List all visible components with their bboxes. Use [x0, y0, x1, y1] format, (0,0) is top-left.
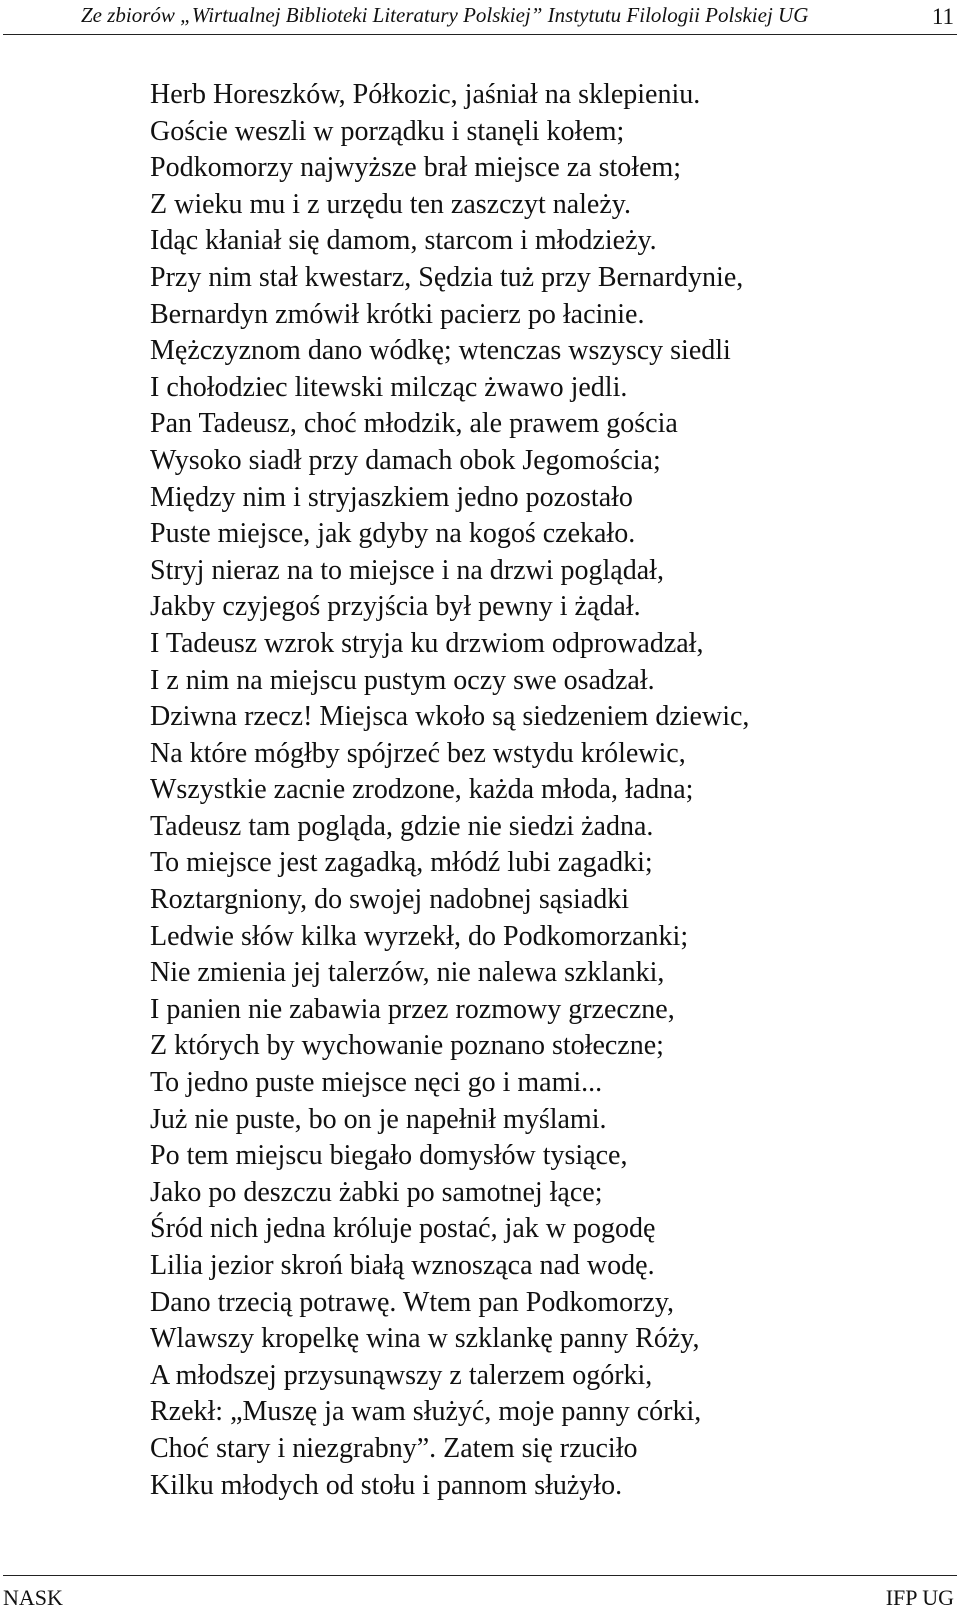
poem-line: Idąc kłaniał się damom, starcom i młodzieży.	[150, 225, 657, 257]
poem-line: I Tadeusz wzrok stryja ku drzwiom odprowadzał,	[150, 627, 704, 659]
poem-line: Już nie puste, bo on je napełnił myślami.	[150, 1103, 607, 1135]
poem-line: Rzekł: „Muszę ja wam służyć, moje panny córki,	[150, 1396, 702, 1428]
poem-line: Nie zmienia jej talerzów, nie nalewa szklanki,	[150, 957, 665, 989]
poem-line: Ledwie słów kilka wyrzekł, do Podkomorzanki;	[150, 920, 689, 952]
poem-line: Stryj nieraz na to miejsce i na drzwi poglądał,	[150, 554, 664, 586]
poem-line: A młodszej przysunąwszy z talerzem ogórki,	[150, 1359, 653, 1391]
poem-line: Wysoko siadł przy damach obok Jegomościa;	[150, 444, 661, 476]
poem-line: Bernardyn zmówił krótki pacierz po łacinie.	[150, 298, 645, 330]
poem-line: Między nim i stryjaszkiem jedno pozostało	[150, 481, 633, 513]
poem-line: Roztargniony, do swojej nadobnej sąsiadki	[150, 884, 630, 916]
poem-line: Tadeusz tam pogląda, gdzie nie siedzi żadna.	[150, 810, 654, 842]
poem-line: Wszystkie zacnie zrodzone, każda młoda, ładna;	[150, 774, 694, 806]
poem-line: Pan Tadeusz, choć młodzik, ale prawem gościa	[150, 408, 678, 440]
poem-line: Z których by wychowanie poznano stołeczne;	[150, 1030, 664, 1062]
poem-line: I z nim na miejscu pustym oczy swe osadzał.	[150, 664, 655, 696]
footer-institute: IFP UG	[885, 1585, 954, 1610]
poem-line: Wlawszy kropelkę wina w szklankę panny Róży,	[150, 1323, 700, 1355]
poem-line: Z wieku mu i z urzędu ten zaszczyt należy.	[150, 188, 631, 220]
header-title: Ze zbiorów „Wirtualnej Biblioteki Literatury Polskiej” Instytutu Filologii Polskiej UG	[81, 3, 809, 27]
poem-line: Przy nim stał kwestarz, Sędzia tuż przy Bernardynie,	[150, 261, 744, 293]
poem-line: Choć stary i niezgrabny”. Zatem się rzuciło	[150, 1432, 638, 1464]
poem-line: Jako po deszczu żabki po samotnej łące;	[150, 1176, 603, 1208]
poem-line: To miejsce jest zagadką, młódź lubi zagadki;	[150, 847, 653, 879]
page-number: 11	[931, 4, 954, 29]
poem-line: Dano trzecią potrawę. Wtem pan Podkomorzy,	[150, 1286, 675, 1318]
poem-line: Puste miejsce, jak gdyby na kogoś czekało.	[150, 518, 636, 550]
poem-line: Kilku młodych od stołu i pannom służyło.	[150, 1469, 623, 1501]
page-header	[3, 0, 957, 35]
poem-line: Herb Horeszków, Półkozic, jaśniał na sklepieniu.	[150, 79, 701, 110]
poem-line: Śród nich jedna króluje postać, jak w pogodę	[150, 1213, 656, 1245]
footer-publisher: NASK	[3, 1585, 63, 1610]
poem-line: Lilia jezior skroń białą wznosząca nad wodę.	[150, 1250, 655, 1281]
poem-line: Dziwna rzecz! Miejsca wkoło są siedzeniem dziewic,	[150, 701, 750, 733]
poem-line: I chołodziec litewski milcząc żwawo jedli.	[150, 371, 628, 403]
poem-line: I panien nie zabawia przez rozmowy grzeczne,	[150, 993, 675, 1025]
poem-text	[150, 77, 749, 1504]
poem-line: Podkomorzy najwyższe brał miejsce za stołem;	[150, 152, 682, 184]
poem-line: Mężczyznom dano wódkę; wtenczas wszyscy siedli	[150, 335, 731, 367]
poem-line: To jedno puste miejsce nęci go i mami...	[150, 1067, 603, 1099]
poem-line: Jakby czyjegoś przyjścia był pewny i żądał.	[150, 591, 641, 623]
poem-line: Po tem miejscu biegało domysłów tysiące,	[150, 1140, 628, 1172]
poem-line: Na które mógłby spójrzeć bez wstydu królewic,	[150, 737, 686, 769]
page-footer	[3, 1575, 957, 1614]
poem-line: Goście weszli w porządku i stanęli kołem;	[150, 115, 625, 147]
